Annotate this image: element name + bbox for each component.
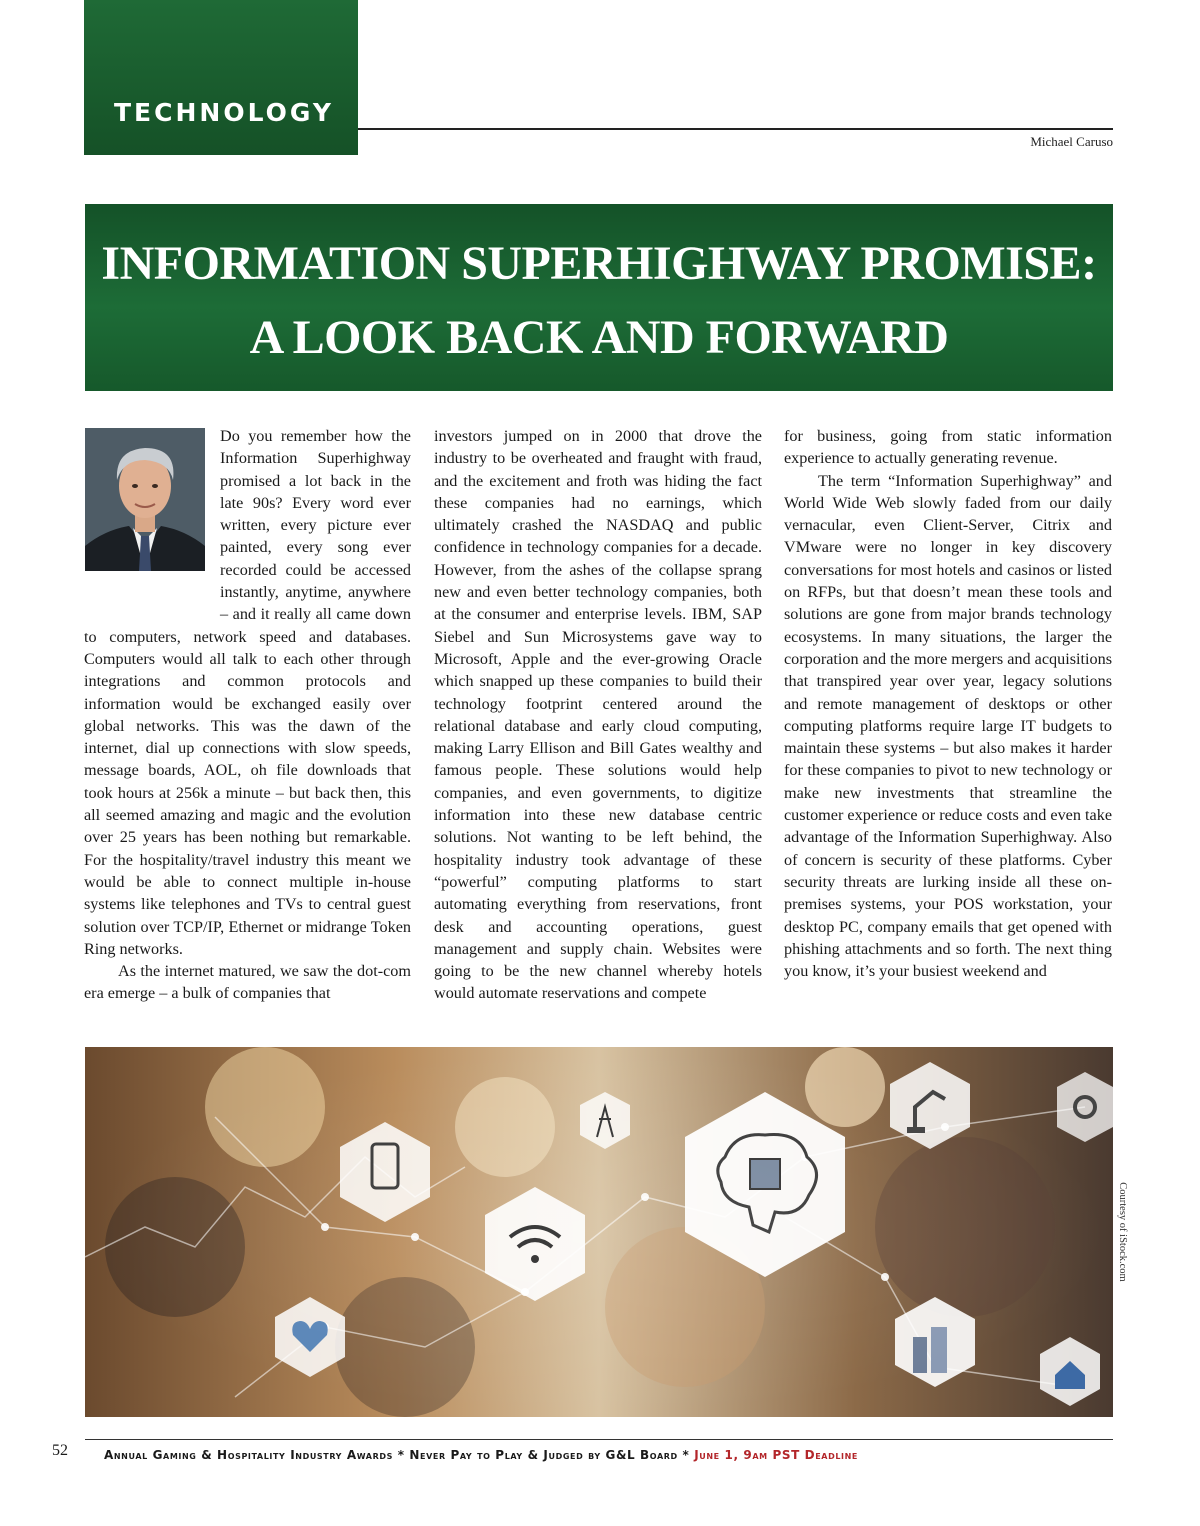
- footer-banner: [104, 1448, 858, 1462]
- footer-text: Annual Gaming & Hospitality Industry Awards * Never Pay to Play & Judged by G&L Board *: [104, 1448, 695, 1462]
- image-credit: [1115, 1047, 1129, 1417]
- article-column-1: [84, 425, 411, 1005]
- footer-deadline: June 1, 9am PST Deadline: [694, 1448, 858, 1462]
- page-number: 52: [52, 1442, 68, 1459]
- paragraph: Do you remember how the Information Superhighway promised a lot back in the late 90s? Every word ever written, every picture ever painted, every song ever recorded could be accessed instantly, anytime, anywhere – and it really all came down to computers, network speed and databases. Computers would all talk to each other through integrations and common protocols and information would be exchanged easily over global networks. This was the dawn of the internet, dial up connections with slow speeds, message boards, AOL, oh file downloads that took hours at 256k a minute – but back then, this all seemed amazing and magic and the evolution over 25 years has been nothing but remarkable. For the hospitality/travel industry this meant we would be able to connect multiple in-house systems like telephones and TVs to central guest solution over TCP/IP, Ethernet or midrange Token Ring networks.: [84, 427, 411, 958]
- paragraph: investors jumped on in 2000 that drove the industry to be overheated and fraught with fraud, and the excitement and froth was hiding the fact these companies had no earnings, which ultimately crashed the NASDAQ and public confidence in technology companies for a decade. However, from the ashes of the collapse sprang new and even better technology companies, both at the consumer and enterprise levels. IBM, SAP Siebel and Sun Microsystems gave way to Microsoft, Apple and the ever-growing Oracle which snapped up these companies to build their technology footprint centered around the relational database and early cloud computing, making Larry Ellison and Bill Gates wealthy and famous people. These solutions would help companies, and even governments, to digitize information into these new database centric solutions. Not wanting to be left behind, the hospitality industry took advantage of these “powerful” computing platforms to start automating everything from reservations, front desk and accounting operations, guest management and supply chain. Websites were going to be the new channel whereby hotels would automate reservations and compete: [434, 427, 762, 1003]
- paragraph: for business, going from static information experience to actually generating revenue.: [784, 427, 1112, 468]
- photo-spacer: [84, 425, 206, 625]
- paragraph: The term “Information Superhighway” and World Wide Web slowly faded from our daily vernacular, even Client-Server, Citrix and VMware were no longer in key discovery conversations for most hotels and casinos or listed on RFPs, but that doesn’t mean these tools and solutions are gone from major brands technology ecosystems. In many situations, the larger the corporation and the more mergers and acquisitions that transpired year over year, legacy solutions and remote management of desktops or other computing platforms require large IT budgets to maintain these systems – but also makes it harder for these companies to pivot to new technology or make new investments that streamline the customer experience or reduce costs and even take advantage of the Information Superhighway. Also of concern is security of these platforms. Cyber security threats are lurking inside all these on-premises systems, your POS workstation, your desktop PC, company emails that get opened with phishing attachments and so forth. The next thing you know, it’s your busiest weekend and: [784, 471, 1112, 981]
- article-column-3: [784, 425, 1112, 982]
- section-tab: [84, 0, 358, 155]
- image-credit-text: Courtesy of iStock.com: [1117, 1182, 1128, 1282]
- footer-rule: [85, 1439, 1113, 1440]
- paragraph: As the internet matured, we saw the dot-com era emerge – a bulk of companies that: [84, 962, 411, 1003]
- title-banner: [85, 204, 1113, 391]
- author-byline: Michael Caruso: [1030, 134, 1113, 149]
- section-label: TECHNOLOGY: [114, 98, 334, 127]
- headline-line-2: A LOOK BACK AND FORWARD: [249, 311, 949, 364]
- header-rule: [358, 128, 1113, 130]
- technology-illustration: [85, 1047, 1113, 1417]
- headline-line-1: INFORMATION SUPERHIGHWAY PROMISE:: [101, 237, 1097, 290]
- article-column-2: [434, 425, 762, 1005]
